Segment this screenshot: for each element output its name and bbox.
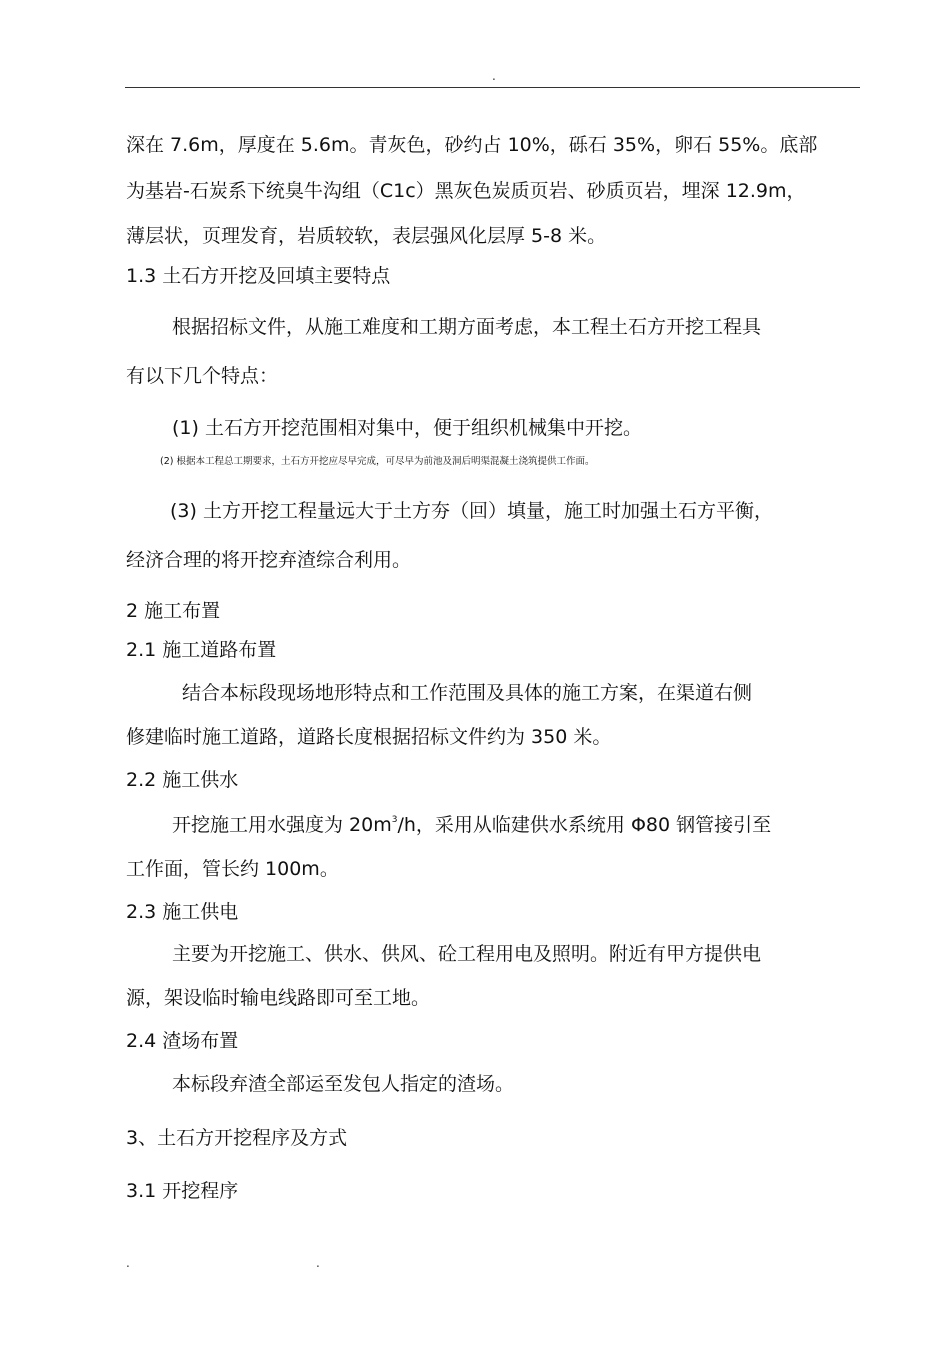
list-item: (1) 土石方开挖范围相对集中，便于组织机械集中开挖。 xyxy=(172,417,642,439)
section-heading: 2.1 施工道路布置 xyxy=(126,639,277,661)
text-segment: /h，采用从临建供水系统用 Φ80 钢管接引至 xyxy=(397,814,772,836)
paragraph-line: 源，架设临时输电线路即可至工地。 xyxy=(126,987,431,1009)
section-heading: 2.2 施工供水 xyxy=(126,769,239,791)
text-segment: 开挖施工用水强度为 20m xyxy=(172,814,392,836)
paragraph-line: 为基岩-石炭系下统臭牛沟组（C1c）黑灰色炭质页岩、砂质页岩，埋深 12.9m， xyxy=(126,180,806,202)
section-heading: 2.3 施工供电 xyxy=(126,901,239,923)
paragraph-line xyxy=(172,812,771,838)
paragraph-line: 主要为开挖施工、供水、供风、砼工程用电及照明。附近有甲方提供电 xyxy=(172,943,762,965)
paragraph-line: 薄层状，页理发育，岩质较软，表层强风化层厚 5-8 米。 xyxy=(126,225,607,247)
paragraph-line: 有以下几个特点： xyxy=(126,365,279,387)
superscript: 3 xyxy=(391,815,398,825)
section-heading: 2.4 渣场布置 xyxy=(126,1030,239,1052)
section-heading: 3、土石方开挖程序及方式 xyxy=(126,1127,348,1149)
section-heading: 3.1 开挖程序 xyxy=(126,1180,239,1202)
paragraph-line: 工作面，管长约 100m。 xyxy=(126,858,339,880)
footer-dot-right: . xyxy=(316,1256,320,1270)
paragraph-line: 经济合理的将开挖弃渣综合利用。 xyxy=(126,549,412,571)
list-item: (3) 土方开挖工程量远大于土方夯（回）填量，施工时加强土石方平衡， xyxy=(170,500,773,522)
paragraph-line: 根据招标文件，从施工难度和工期方面考虑，本工程土石方开挖工程具 xyxy=(172,316,762,338)
footer-dot-left: . xyxy=(126,1256,130,1270)
section-heading: 2 施工布置 xyxy=(126,600,221,622)
section-heading: 1.3 土石方开挖及回填主要特点 xyxy=(126,265,391,287)
paragraph-line: 结合本标段现场地形特点和工作范围及具体的施工方案，在渠道右侧 xyxy=(182,682,753,704)
paragraph-line: 深在 7.6m，厚度在 5.6m。青灰色，砂约占 10%，砾石 35%，卵石 55%。底部 xyxy=(126,134,818,156)
paragraph-line: 修建临时施工道路，道路长度根据招标文件约为 350 米。 xyxy=(126,726,612,748)
list-item: (2) 根据本工程总工期要求，土石方开挖应尽早完成，可尽早为前池及洞后明渠混凝土浇筑提供工作面。 xyxy=(160,456,595,467)
header-rule xyxy=(125,87,860,88)
header-dot: . xyxy=(492,69,496,83)
paragraph-line: 本标段弃渣全部运至发包人指定的渣场。 xyxy=(172,1073,515,1095)
